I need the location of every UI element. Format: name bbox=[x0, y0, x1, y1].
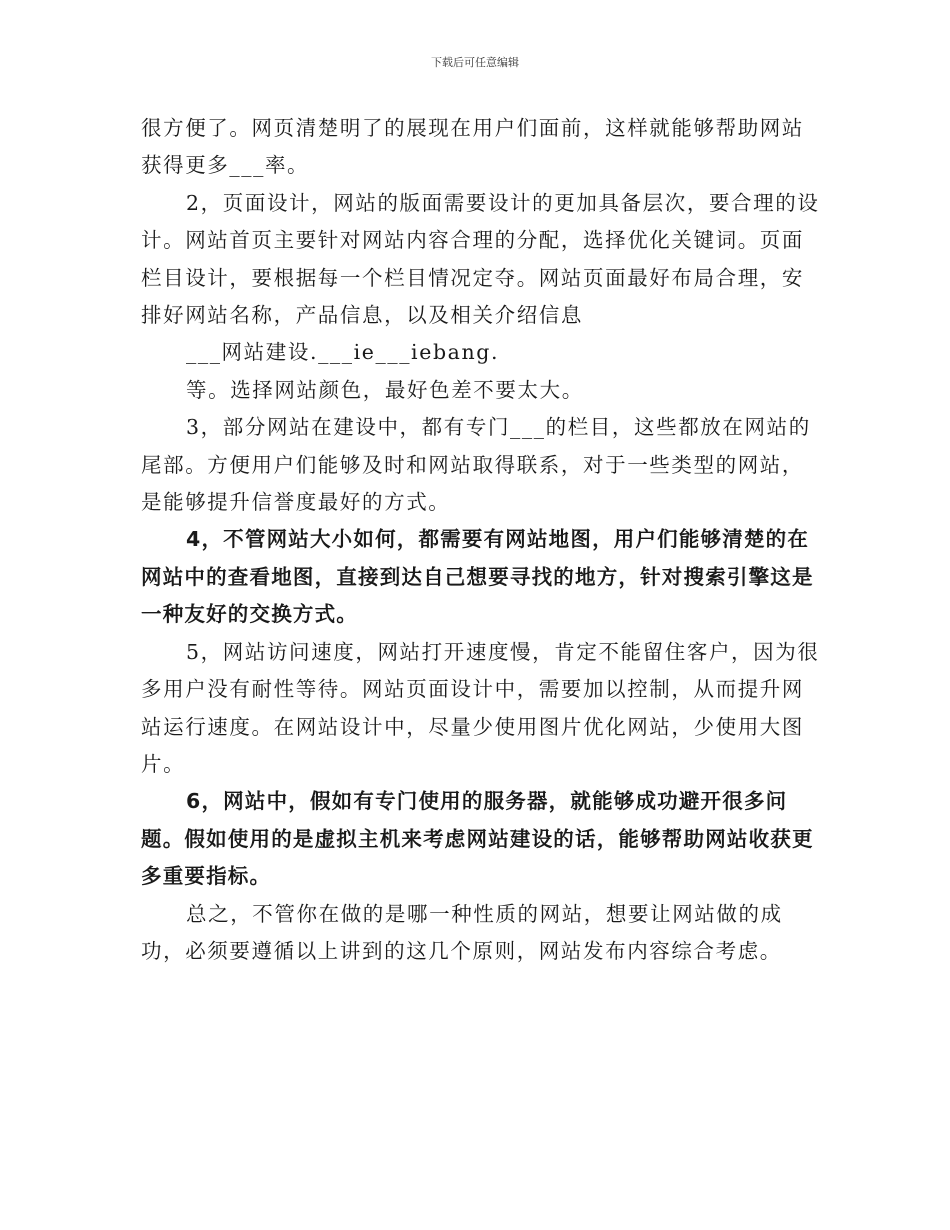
document-body bbox=[141, 110, 821, 970]
paragraph-5: 5，网站访问速度，网站打开速度慢，肯定不能留住客户，因为很多用户没有耐性等待。网站页面设计中，需要加以控制，从而提升网站运行速度。在网站设计中，尽量少使用图片优化网站，少使用大图片。 bbox=[141, 639, 820, 776]
paragraph-3: 3，部分网站在建设中，都有专门___的栏目，这些都放在网站的尾部。方便用户们能够及时和网站取得联系，对于一些类型的网站，是能够提升信誉度最好的方式。 bbox=[141, 415, 811, 515]
paragraph-4: 4，不管网站大小如何，都需要有网站地图，用户们能够清楚的在网站中的查看地图，直接到达自己想要寻找的地方，针对搜索引擎这是一种友好的交换方式。 bbox=[141, 527, 814, 627]
paragraph-website-url: ___网站建设.___ie___iebang. bbox=[186, 340, 500, 365]
paragraph-intro: 很方便了。网页清楚明了的展现在用户们面前，这样就能够帮助网站获得更多___率。 bbox=[141, 116, 804, 178]
paragraph-2: 2，页面设计，网站的版面需要设计的更加具备层次，要合理的设计。网站首页主要针对网站内容合理的分配，选择优化关键词。页面栏目设计，要根据每一个栏目情况定夺。网站页面最好布局合理，安排好网站名称，产品信息，以及相关介绍信息 bbox=[141, 190, 820, 328]
paragraph-6: 6，网站中，假如有专门使用的服务器，就能够成功避开很多问题。假如使用的是虚拟主机来考虑网站建设的话，能够帮助网站收获更多重要指标。 bbox=[141, 789, 814, 889]
paragraph-colors: 等。选择网站颜色，最好色差不要太大。 bbox=[186, 377, 584, 402]
paragraph-conclusion: 总之，不管你在做的是哪一种性质的网站，想要让网站做的成功，必须要遵循以上讲到的这几个原则，网站发布内容综合考虑。 bbox=[141, 901, 783, 963]
page-header: 下载后可任意编辑 bbox=[431, 56, 519, 69]
